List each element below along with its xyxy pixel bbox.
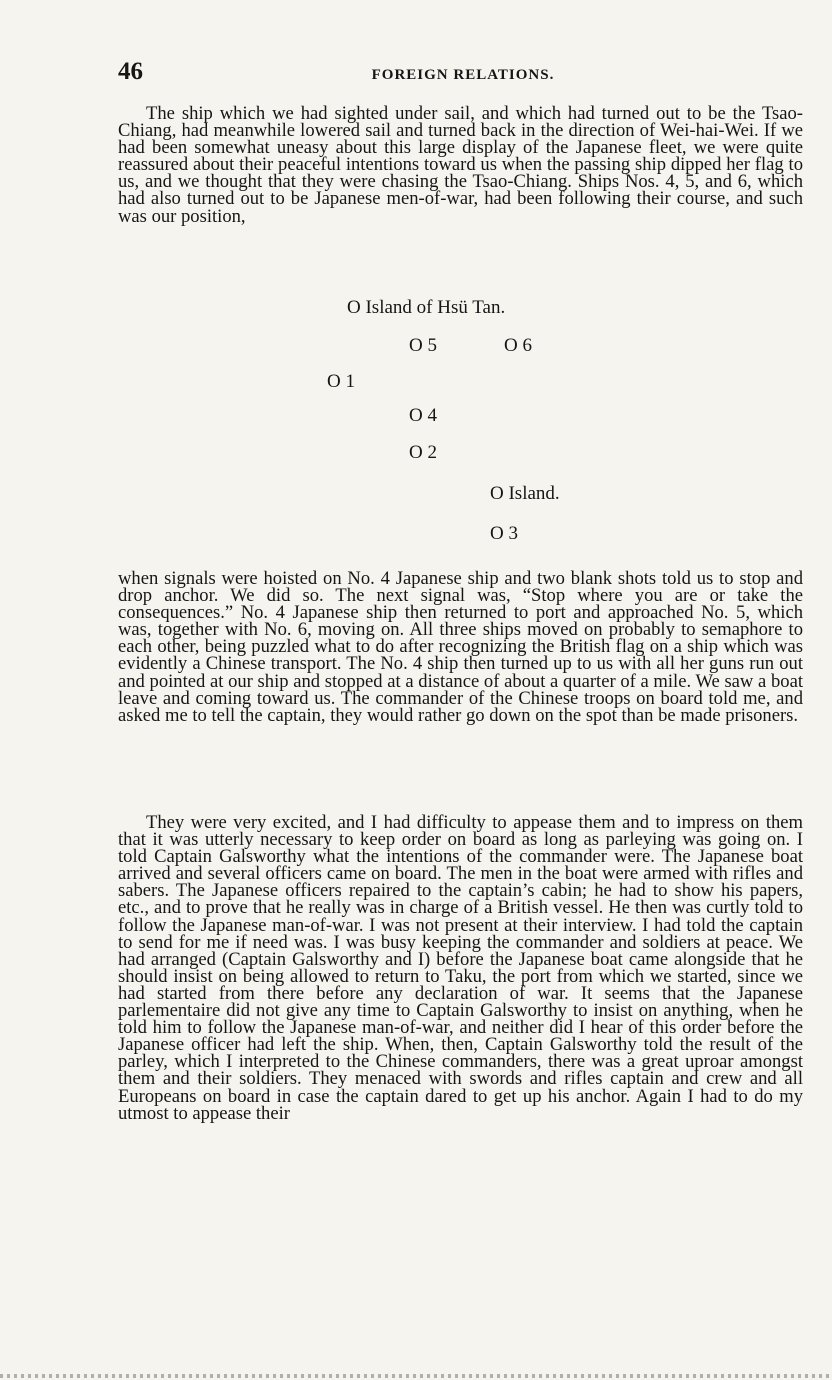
ship-1-label: O 1 bbox=[327, 371, 355, 392]
ship-5-label: O 5 bbox=[409, 335, 437, 356]
page-header bbox=[118, 58, 808, 88]
island-label: O Island. bbox=[490, 483, 560, 504]
ship-3-label: O 3 bbox=[490, 523, 518, 544]
page-number: 46 bbox=[118, 58, 143, 85]
island-hsu-tan-label: O Island of Hsü Tan. bbox=[347, 297, 506, 318]
ship-2-label: O 2 bbox=[409, 442, 437, 463]
paragraph-2: when signals were hoisted on No. 4 Japanese ship and two blank shots told us to stop and drop anchor. We did so. The next signal was, “Stop where you are or take the consequences.” No. 4 Japanese ship then returned to port and approached No. 5, which was, together with No. 6, moving on. All three ships moved on probably to semaphore to each other, being puzzled what to do after recognizing the British flag on a ship which was evidently a Chinese transport. The No. 4 ship then turned up to us with all her guns run out and pointed at our ship and stopped at a distance of about a quarter of a mile. We saw a boat leave and coming toward us. The commander of the Chinese troops on board told me, and asked me to tell the captain, they would rather go down on the spot than be made prisoners. bbox=[118, 568, 803, 726]
ship-4-label: O 4 bbox=[409, 405, 437, 426]
paragraph-1: The ship which we had sighted under sail, and which had turned out to be the Tsao-Chiang, had meanwhile lowered sail and turned back in the direction of Wei-hai-Wei. If we had been somewhat uneasy about this large display of the Japanese fleet, we were quite reassured about their peaceful intentions toward us when the passing ship dipped her flag to us, and we thought that they were chasing the Tsao-Chiang. Ships Nos. 4, 5, and 6, which had also turned out to be Japanese men-of-war, had been following their course, and such was our position, bbox=[118, 103, 803, 227]
running-title: FOREIGN RELATIONS. bbox=[371, 67, 555, 83]
paragraph-3: They were very excited, and I had difficulty to appease them and to impress on them that it was utterly necessary to keep order on board as long as parleying was going on. I told Captain Galsworthy what the intentions of the commander were. The Japanese boat arrived and several officers came on board. The men in the boat were armed with rifles and sabers. The Japanese officers repaired to the captain’s cabin; he had to show his papers, etc., and to prove that he really was in charge of a British vessel. He then was curtly told to follow the Japanese man-of-war. I was not present at their interview. I had told the captain to send for me if need was. I was busy keeping the commander and soldiers at peace. We had arranged (Captain Galsworthy and I) before the Japanese boat came alongside that he should insist on being allowed to return to Taku, the port from which we started, since we had started from there before any declaration of war. It seems that the Japanese parlementaire did not give any time to Captain Galsworthy to insist on anything, when he told him to follow the Japanese man-of-war, and neither did I hear of this order before the Japanese officer had left the ship. When, then, Captain Galsworthy told the result of the parley, which I interpreted to the Chinese commanders, there was a great uproar amongst them and their soldiers. They menaced with swords and rifles captain and crew and all Europeans on board in case the captain dared to get up his anchor. Again I had to do my utmost to appease their bbox=[118, 812, 803, 1124]
ship-6-label: O 6 bbox=[504, 335, 532, 356]
scan-edge-mark bbox=[0, 1374, 832, 1378]
